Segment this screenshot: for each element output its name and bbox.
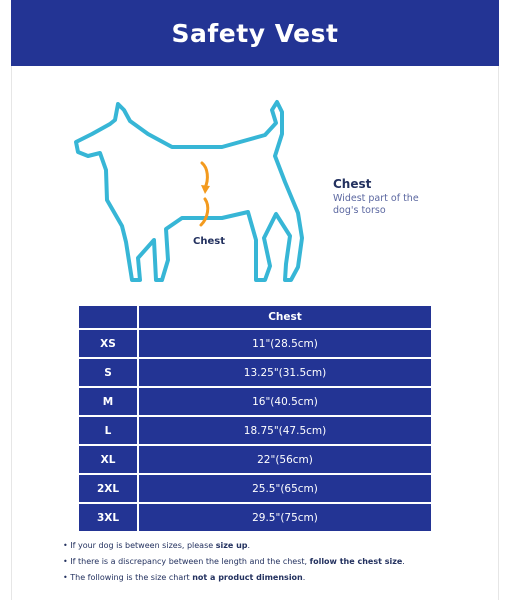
table-row: [78, 416, 432, 445]
size-cell: 2XL: [78, 474, 138, 503]
note-item: [63, 554, 463, 570]
note-item: [63, 538, 463, 554]
note-suffix: .: [302, 573, 306, 582]
table-row: [78, 387, 432, 416]
chest-cell: 16"(40.5cm): [138, 387, 432, 416]
chest-cell: 13.25"(31.5cm): [138, 358, 432, 387]
size-cell: XS: [78, 329, 138, 358]
header-banner: [11, 0, 499, 66]
notes-list: [63, 538, 463, 586]
size-cell: M: [78, 387, 138, 416]
note-item: [63, 570, 463, 586]
chest-cell: 22"(56cm): [138, 445, 432, 474]
callout-title: Chest: [333, 177, 372, 191]
table-header-row: [78, 305, 432, 329]
chest-cell: 11"(28.5cm): [138, 329, 432, 358]
note-text: • If your dog is between sizes, please: [63, 541, 216, 550]
note-emphasis: follow the chest size: [309, 557, 403, 566]
size-cell: S: [78, 358, 138, 387]
note-emphasis: not a product dimension: [192, 573, 303, 582]
size-cell: XL: [78, 445, 138, 474]
table-row: [78, 358, 432, 387]
size-cell: 3XL: [78, 503, 138, 532]
illustration-chest-label: Chest: [193, 236, 225, 247]
measure-arrow-icon: [201, 163, 210, 225]
header-size: [78, 305, 138, 329]
callout-description: Widest part of the dog's torso: [333, 193, 419, 216]
chest-cell: 29.5"(75cm): [138, 503, 432, 532]
table-row: [78, 503, 432, 532]
table-row: [78, 329, 432, 358]
chest-cell: 18.75"(47.5cm): [138, 416, 432, 445]
size-chart-table: [78, 305, 432, 532]
note-text: • If there is a discrepancy between the length and the chest,: [63, 557, 310, 566]
dog-illustration: [60, 90, 320, 295]
table-row: [78, 474, 432, 503]
table-row: [78, 445, 432, 474]
size-cell: L: [78, 416, 138, 445]
header-chest: Chest: [138, 305, 432, 329]
page-title: Safety Vest: [171, 18, 339, 48]
chest-cell: 25.5"(65cm): [138, 474, 432, 503]
note-suffix: .: [402, 557, 405, 566]
dog-outline-icon: [60, 90, 320, 295]
note-suffix: .: [247, 541, 251, 550]
note-text: • The following is the size chart: [63, 573, 193, 582]
note-emphasis: size up: [215, 541, 248, 550]
